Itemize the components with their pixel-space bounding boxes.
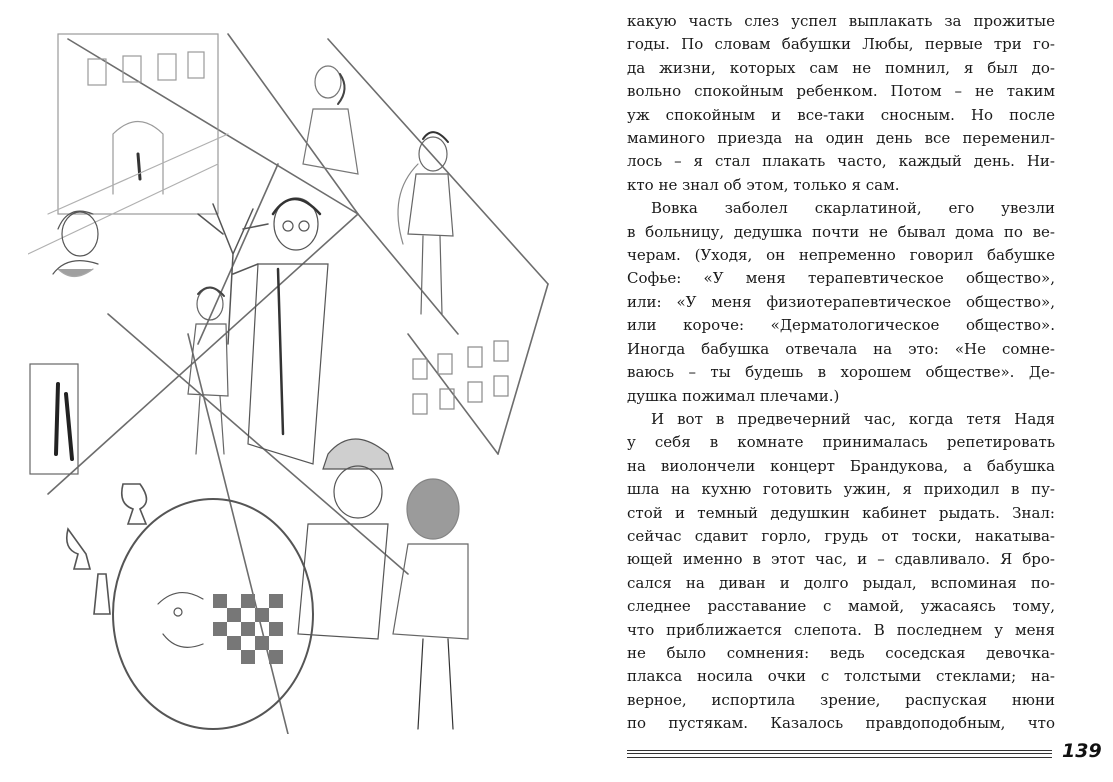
text-line: или: «У меня физиотерапевтическое общество», (627, 292, 1055, 311)
text-line: шла на кухню готовить ужин, я приходил в пу- (627, 480, 1055, 499)
text-line: какую часть слез успел выплакать за прожитые (627, 12, 1055, 30)
doorway-sketch (30, 364, 78, 474)
grandfather-sketch (248, 198, 328, 464)
text-line: ваюсь – ты будешь в хорошем обществе». Де- (627, 363, 1055, 382)
man-telephone-sketch (303, 66, 358, 174)
text-line: по пустякам. Казалось правдоподобным, что (627, 714, 1055, 733)
portrait-bust-sketch (53, 211, 98, 276)
text-line: лось – я стал плакать часто, каждый день. Ни- (627, 152, 1055, 171)
text-column (627, 10, 1055, 736)
text-line: стой и темный дедушкин кабинет рыдать. Знал: (627, 503, 1055, 522)
boy-standing-sketch (188, 287, 228, 454)
text-line: Софье: «У меня терапевтическое общество», (627, 269, 1055, 288)
building-sketch (28, 34, 228, 254)
text-line: уж спокойным и все-таки сносным. Но после (627, 105, 1055, 124)
text-line: Вовка заболел скарлатиной, его увезли (651, 199, 1055, 218)
text-line: душка пожимал плечами.) (627, 386, 840, 405)
curly-boy-sketch (393, 479, 468, 729)
text-line: сейчас сдавит горло, грудь от тоски, накатыва- (627, 526, 1055, 545)
text-line: вольно спокойным ребенком. Потом – не таким (627, 82, 1055, 101)
text-line: в больницу, дедушка почти не бывал дома по ве- (627, 222, 1055, 241)
text-line: Иногда бабушка отвечала на это: «Не сомне- (627, 339, 1055, 358)
text-line: маминого приезда на один день все переменил- (627, 129, 1055, 148)
text-line: И вот в предвечерний час, когда тетя Надя (651, 409, 1055, 428)
text-line: следнее расставание с мамой, ужасаясь тому, (627, 597, 1055, 616)
text-line: верное, испортила зрение, распуская нюни (627, 690, 1055, 709)
checkerboard-sketch (213, 594, 283, 664)
text-line: у себя в комнате принималась репетировать (627, 433, 1055, 452)
footer-rule (627, 750, 1052, 758)
text-line: годы. По словам бабушки Любы, первые три го- (627, 35, 1055, 54)
text-line: на виолончели концерт Брандукова, а бабушка (627, 456, 1055, 475)
text-line: кто не знал об этом, только я сам. (627, 175, 900, 194)
mirror-portrait-sketch (113, 499, 313, 729)
text-line: плакса носила очки с толстыми стеклами; на- (627, 667, 1055, 686)
boy-telephone-sketch (398, 132, 453, 314)
text-line: что приближается слепота. В последнем у меня (627, 620, 1055, 639)
text-line: да жизни, которых сам не помнил, я был до- (627, 58, 1055, 77)
pencil-sketch-illustration (28, 14, 573, 734)
page-number: 139 (1062, 740, 1102, 762)
text-line: сался на диван и долго рыдал, вспоминая по- (627, 573, 1055, 592)
text-line: или короче: «Дерматологическое общество». (627, 316, 1055, 335)
text-line: ющей именно в этот час, и – сдавливало. Я бро- (627, 550, 1055, 569)
text-line: не было сомнения: ведь соседская девочка- (627, 643, 1055, 662)
text-line: черам. (Уходя, он непременно говорил бабушке (627, 246, 1055, 265)
chess-pieces-sketch (67, 484, 147, 614)
